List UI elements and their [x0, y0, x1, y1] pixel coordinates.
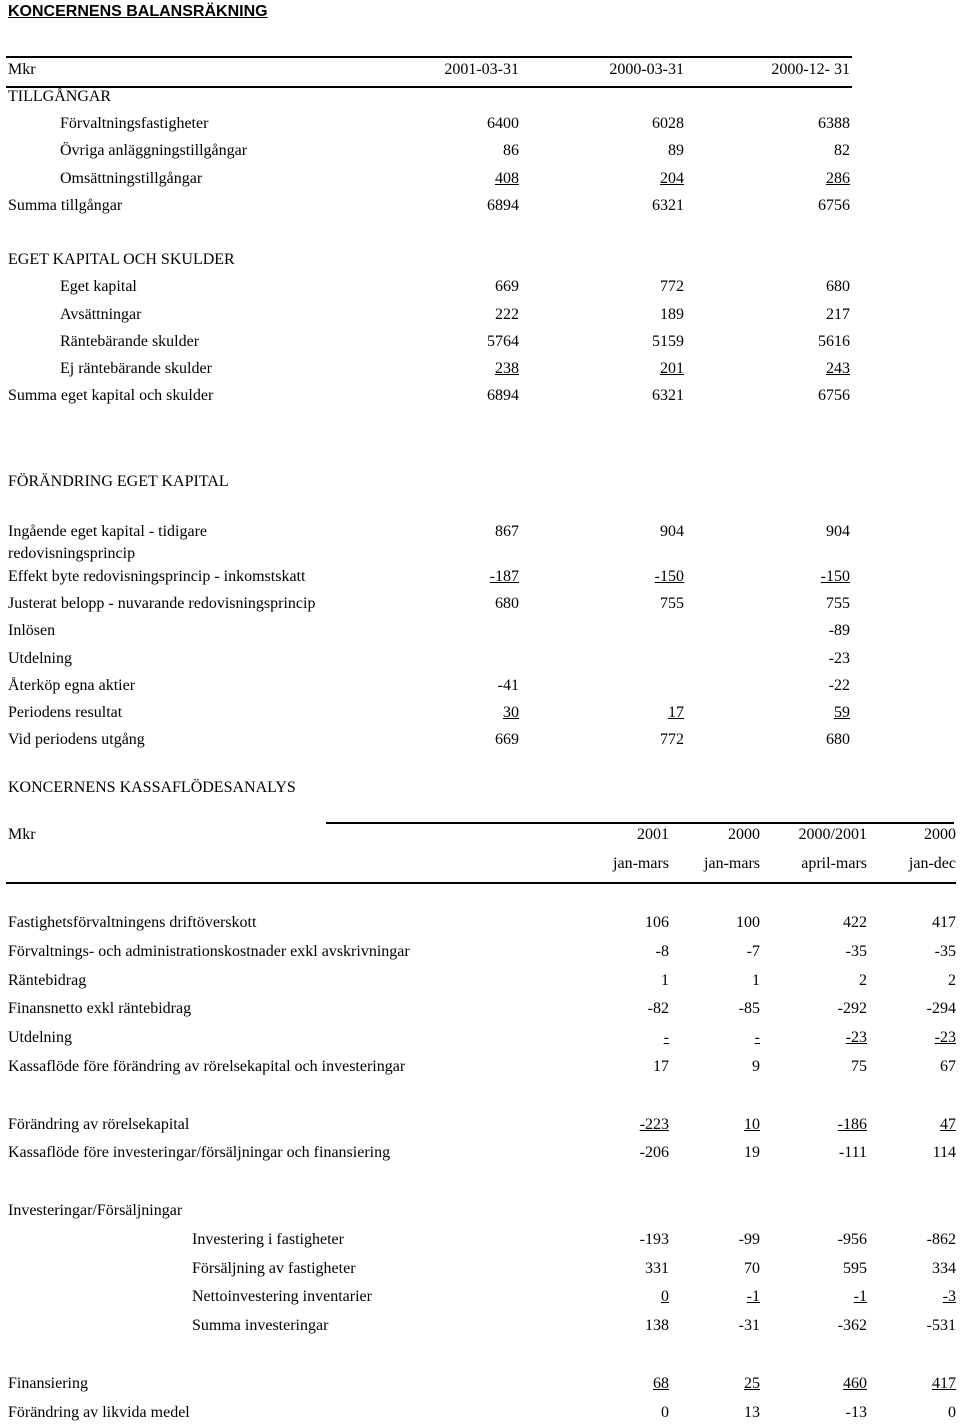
equity-first-label-line1: Ingående eget kapital - tidigare: [8, 523, 208, 540]
table-row: [8, 1058, 956, 1080]
row-value: -85: [738, 1000, 760, 1018]
row-value: -: [663, 1029, 669, 1047]
row-value: 47: [940, 1115, 956, 1133]
row-label: Finansiering: [8, 1374, 88, 1392]
row-value: 70: [744, 1259, 760, 1277]
table-row: [8, 1346, 956, 1368]
table-row: [8, 1231, 956, 1253]
row-label: Utdelning: [8, 649, 72, 667]
row-value: 89: [668, 142, 684, 160]
table-row: [8, 972, 956, 994]
row-value: 67: [940, 1058, 956, 1075]
table-row: [8, 224, 852, 246]
row-value: -956: [837, 1230, 867, 1248]
row-label: Fastighetsförvaltningens driftöverskott: [8, 914, 257, 931]
row-value: 6756: [818, 196, 850, 214]
row-label: Justerat belopp - nuvarande redovisningsprincip: [8, 595, 316, 613]
row-label: Vid periodens utgång: [8, 731, 145, 749]
table-row: [8, 306, 852, 328]
row-value: 189: [660, 305, 684, 323]
row-value: 6388: [818, 115, 850, 133]
cashflow-top-rule: [326, 822, 954, 824]
table-row: [8, 1029, 956, 1051]
row-label: Summa eget kapital och skulder: [8, 387, 214, 405]
row-value: -89: [828, 622, 850, 640]
table-row: [8, 197, 852, 219]
row-label: Räntebidrag: [8, 971, 87, 989]
row-value: -31: [738, 1317, 760, 1335]
balance-header-row: [8, 61, 852, 83]
table-row: [8, 1116, 956, 1138]
row-label: Ej räntebärande skulder: [60, 360, 212, 377]
row-value: 680: [826, 731, 850, 749]
table-row: [8, 1000, 956, 1022]
row-value: 6756: [818, 387, 850, 405]
row-label: Försäljning av fastigheter: [192, 1259, 356, 1277]
row-value: 17: [668, 704, 684, 721]
cashflow-header-row1: [8, 826, 956, 848]
table-row: [8, 1404, 956, 1426]
row-label: Summa investeringar: [192, 1317, 329, 1335]
row-value: 5159: [652, 332, 684, 350]
row-label: Periodens resultat: [8, 704, 123, 721]
row-label: Investeringar/Försäljningar: [8, 1202, 183, 1219]
table-row: [8, 595, 852, 617]
table-row: [8, 731, 852, 753]
equity-first-value-1: 867: [495, 523, 519, 540]
table-row: [8, 1202, 956, 1224]
equity-first-value-2: 904: [660, 523, 684, 540]
balance-header-label: Mkr: [8, 61, 36, 78]
table-row: [8, 1260, 956, 1282]
row-value: -362: [837, 1317, 867, 1335]
row-value: -23: [934, 1029, 956, 1047]
row-label: Räntebärande skulder: [60, 332, 200, 350]
row-value: 680: [826, 278, 850, 296]
row-value: -223: [639, 1115, 669, 1133]
row-value: 238: [495, 360, 519, 377]
row-value: 755: [660, 595, 684, 613]
row-value: 6321: [652, 387, 684, 405]
table-row: [8, 1144, 956, 1166]
row-value: -8: [655, 942, 669, 960]
row-label: Investering i fastigheter: [192, 1230, 344, 1248]
row-value: -1: [853, 1288, 867, 1306]
row-value: -23: [845, 1029, 867, 1047]
balance-top-rule: [6, 56, 852, 58]
row-value: 417: [932, 914, 956, 931]
row-value: 217: [826, 305, 850, 323]
row-label: Utdelning: [8, 1029, 72, 1047]
row-value: 669: [495, 731, 519, 749]
cashflow-subheader-col2: jan-mars: [704, 855, 760, 872]
row-value: -22: [828, 676, 850, 694]
row-value: 669: [495, 278, 519, 296]
row-value: -187: [489, 568, 519, 585]
row-value: 204: [660, 169, 684, 187]
table-row: [8, 142, 852, 164]
equity-first-row: [8, 523, 852, 567]
row-value: 6321: [652, 196, 684, 214]
row-value: 100: [736, 914, 760, 931]
row-label: Eget kapital: [60, 278, 137, 296]
row-value: -82: [647, 1000, 669, 1018]
equity-first-value-3: 904: [826, 523, 850, 540]
row-label: Kassaflöde före förändring av rörelsekapital och investeringar: [8, 1058, 406, 1075]
table-row: [8, 251, 852, 273]
row-value: -41: [497, 676, 519, 694]
table-row: [8, 677, 852, 699]
row-value: 6894: [487, 387, 519, 405]
table-row: [8, 360, 852, 382]
row-value: 2: [859, 971, 867, 989]
cashflow-header-rule: [6, 882, 956, 884]
table-row: [8, 650, 852, 672]
row-value: -99: [738, 1230, 760, 1248]
row-value: -294: [926, 1000, 956, 1018]
table-row: [8, 115, 852, 137]
row-value: 0: [661, 1403, 669, 1421]
equity-first-label-line2: redovisningsprincip: [8, 545, 136, 562]
row-value: -35: [845, 942, 867, 960]
row-value: 1: [661, 971, 669, 989]
cashflow-header-col1: 2001: [637, 826, 669, 843]
table-row: [8, 1288, 956, 1310]
row-value: 772: [660, 731, 684, 749]
row-label: Summa tillgångar: [8, 196, 123, 214]
row-value: 10: [744, 1115, 760, 1133]
row-value: 25: [744, 1374, 760, 1392]
table-row: [8, 1173, 956, 1195]
table-row: [8, 568, 852, 590]
table-row: [8, 333, 852, 355]
row-label: EGET KAPITAL OCH SKULDER: [8, 251, 235, 269]
row-label: Nettoinvestering inventarier: [192, 1288, 372, 1306]
row-value: 286: [826, 169, 850, 187]
table-row: [8, 88, 852, 110]
cashflow-subheader-col4: jan-dec: [908, 855, 956, 872]
row-value: 243: [826, 360, 850, 377]
row-value: 595: [843, 1259, 867, 1277]
row-label: TILLGÅNGAR: [8, 88, 112, 105]
row-label: Förändring av rörelsekapital: [8, 1115, 190, 1133]
table-row: [8, 704, 852, 726]
row-label: Finansnetto exkl räntebidrag: [8, 1000, 192, 1018]
cashflow-heading: KONCERNENS KASSAFLÖDESANALYS: [8, 779, 296, 796]
row-label: Förvaltnings- och administrationskostnader exkl avskrivningar: [8, 942, 410, 960]
row-value: 6400: [487, 115, 519, 133]
row-value: -292: [837, 1000, 867, 1018]
row-value: 331: [645, 1259, 669, 1277]
table-row: [8, 943, 956, 965]
row-value: -150: [820, 568, 850, 585]
row-value: 6028: [652, 115, 684, 133]
row-value: -206: [639, 1144, 669, 1162]
row-value: 201: [660, 360, 684, 377]
row-value: 0: [661, 1288, 669, 1306]
row-value: 82: [834, 142, 850, 160]
cashflow-header-label: Mkr: [8, 826, 36, 843]
row-value: 5764: [487, 332, 519, 350]
row-value: 106: [645, 914, 669, 931]
table-row: [8, 170, 852, 192]
row-value: 408: [495, 169, 519, 187]
row-label: Avsättningar: [60, 305, 142, 323]
row-value: 138: [645, 1317, 669, 1335]
row-value: 422: [843, 914, 867, 931]
row-value: -862: [926, 1230, 956, 1248]
cashflow-subheader-col3: april-mars: [801, 855, 867, 872]
row-value: 19: [744, 1144, 760, 1162]
cashflow-header-col2: 2000: [728, 826, 760, 843]
cashflow-header-col3: 2000/2001: [798, 826, 867, 843]
row-value: 13: [744, 1403, 760, 1421]
cashflow-header-row2: [8, 855, 956, 877]
row-value: 114: [932, 1144, 956, 1162]
row-label: Kassaflöde före investeringar/försäljningar och finansiering: [8, 1144, 391, 1162]
row-value: -193: [639, 1230, 669, 1248]
row-value: -35: [934, 942, 956, 960]
row-label: Förändring av likvida medel: [8, 1403, 190, 1421]
balance-header-col2: 2000-03-31: [609, 61, 684, 78]
row-value: -3: [942, 1288, 956, 1306]
row-value: 75: [851, 1058, 867, 1075]
table-row: [8, 914, 956, 936]
table-row: [8, 1375, 956, 1397]
equity-heading: FÖRÄNDRING EGET KAPITAL: [8, 473, 229, 490]
row-value: 9: [752, 1058, 760, 1075]
table-row: [8, 278, 852, 300]
row-value: -13: [845, 1403, 867, 1421]
row-value: 1: [752, 971, 760, 989]
table-row: [8, 1087, 956, 1109]
balance-header-col3: 2000-12- 31: [771, 61, 850, 78]
row-value: 222: [495, 305, 519, 323]
row-label: Omsättningstillgångar: [60, 169, 203, 187]
row-value: -111: [838, 1144, 867, 1162]
row-value: 6894: [487, 196, 519, 214]
row-value: -1: [746, 1288, 760, 1306]
row-value: 680: [495, 595, 519, 613]
cashflow-subheader-col1: jan-mars: [613, 855, 669, 872]
row-value: 68: [653, 1374, 669, 1392]
row-label: Återköp egna aktier: [8, 676, 136, 694]
table-row: [8, 622, 852, 644]
table-row: [8, 1317, 956, 1339]
row-value: 2: [948, 971, 956, 989]
page-title: KONCERNENS BALANSRÄKNING: [8, 3, 268, 20]
table-row: [8, 387, 852, 409]
row-value: 460: [843, 1374, 867, 1392]
row-value: -: [754, 1029, 760, 1047]
balance-header-col1: 2001-03-31: [444, 61, 519, 78]
row-label: Effekt byte redovisningsprincip - inkomstskatt: [8, 568, 306, 585]
row-label: Förvaltningsfastigheter: [60, 115, 209, 133]
row-value: 772: [660, 278, 684, 296]
row-value: -150: [654, 568, 684, 585]
row-value: -186: [837, 1115, 867, 1133]
row-value: 5616: [818, 332, 850, 350]
row-value: 30: [503, 704, 519, 721]
row-value: 59: [834, 704, 850, 721]
row-value: 0: [948, 1403, 956, 1421]
row-value: 755: [826, 595, 850, 613]
row-value: -531: [926, 1317, 956, 1335]
row-value: -7: [746, 942, 760, 960]
row-label: Övriga anläggningstillgångar: [60, 142, 248, 160]
row-value: 17: [653, 1058, 669, 1075]
row-value: -23: [828, 649, 850, 667]
cashflow-header-col4: 2000: [924, 826, 956, 843]
row-value: 86: [503, 142, 519, 160]
row-value: 334: [932, 1259, 956, 1277]
row-value: 417: [932, 1374, 956, 1392]
row-label: Inlösen: [8, 622, 56, 640]
